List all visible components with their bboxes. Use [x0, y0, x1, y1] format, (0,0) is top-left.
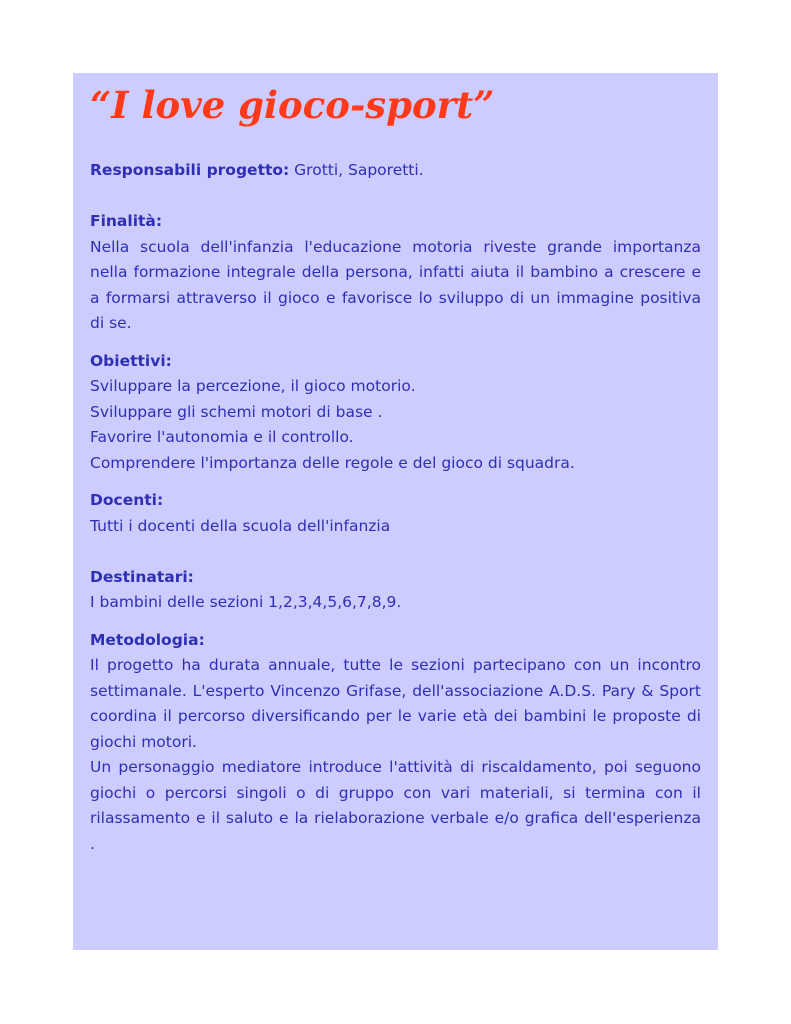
responsabili-label: Responsabili progetto:: [90, 161, 290, 179]
finalita-heading: Finalità:: [90, 212, 163, 230]
destinatari-heading: Destinatari:: [90, 567, 194, 586]
obiettivi-item: Comprendere l'importanza delle regole e del gioco di squadra.: [90, 453, 575, 472]
page-title: “I love gioco-sport”: [90, 83, 495, 127]
responsabili-line: [90, 158, 701, 184]
finalita-text: Nella scuola dell'infanzia l'educazione motoria riveste grande importanza nella formazione integrale della persona, infatti aiuta il bambino a crescere e a formarsi attraverso il gioco e favorisce lo sviluppo di un immagine positiva di se.: [90, 237, 701, 332]
metodologia-paragraph: Il progetto ha durata annuale, tutte le sezioni partecipano con un incontro settimanale. L'esperto Vincenzo Grifase, dell'associazione A.D.S. Pary & Sport coordina il percorso diversificando per le varie età dei bambini le proposte di giochi motori.: [90, 656, 701, 751]
docenti-text: Tutti i docenti della scuola dell'infanzia: [90, 516, 391, 535]
metodologia-heading: Metodologia:: [90, 630, 205, 649]
document-body: [90, 158, 701, 857]
obiettivi-item: Sviluppare la percezione, il gioco motorio.: [90, 377, 416, 395]
obiettivi-heading: Obiettivi:: [90, 351, 172, 370]
responsabili-value: Grotti, Saporetti.: [289, 161, 424, 179]
destinatari-text: I bambini delle sezioni 1,2,3,4,5,6,7,8,9.: [90, 593, 402, 611]
metodologia-paragraph: Un personaggio mediatore introduce l'attività di riscaldamento, poi seguono giochi o percorsi singoli o di gruppo con vari materiali, si termina con il rilassamento e il saluto e la rielaborazione verbale e/o grafica dell'esperienza .: [90, 758, 701, 853]
docenti-heading: Docenti:: [90, 491, 164, 509]
document-panel: [73, 73, 718, 950]
obiettivi-item: Favorire l'autonomia e il controllo.: [90, 428, 354, 446]
obiettivi-item: Sviluppare gli schemi motori di base .: [90, 402, 383, 421]
